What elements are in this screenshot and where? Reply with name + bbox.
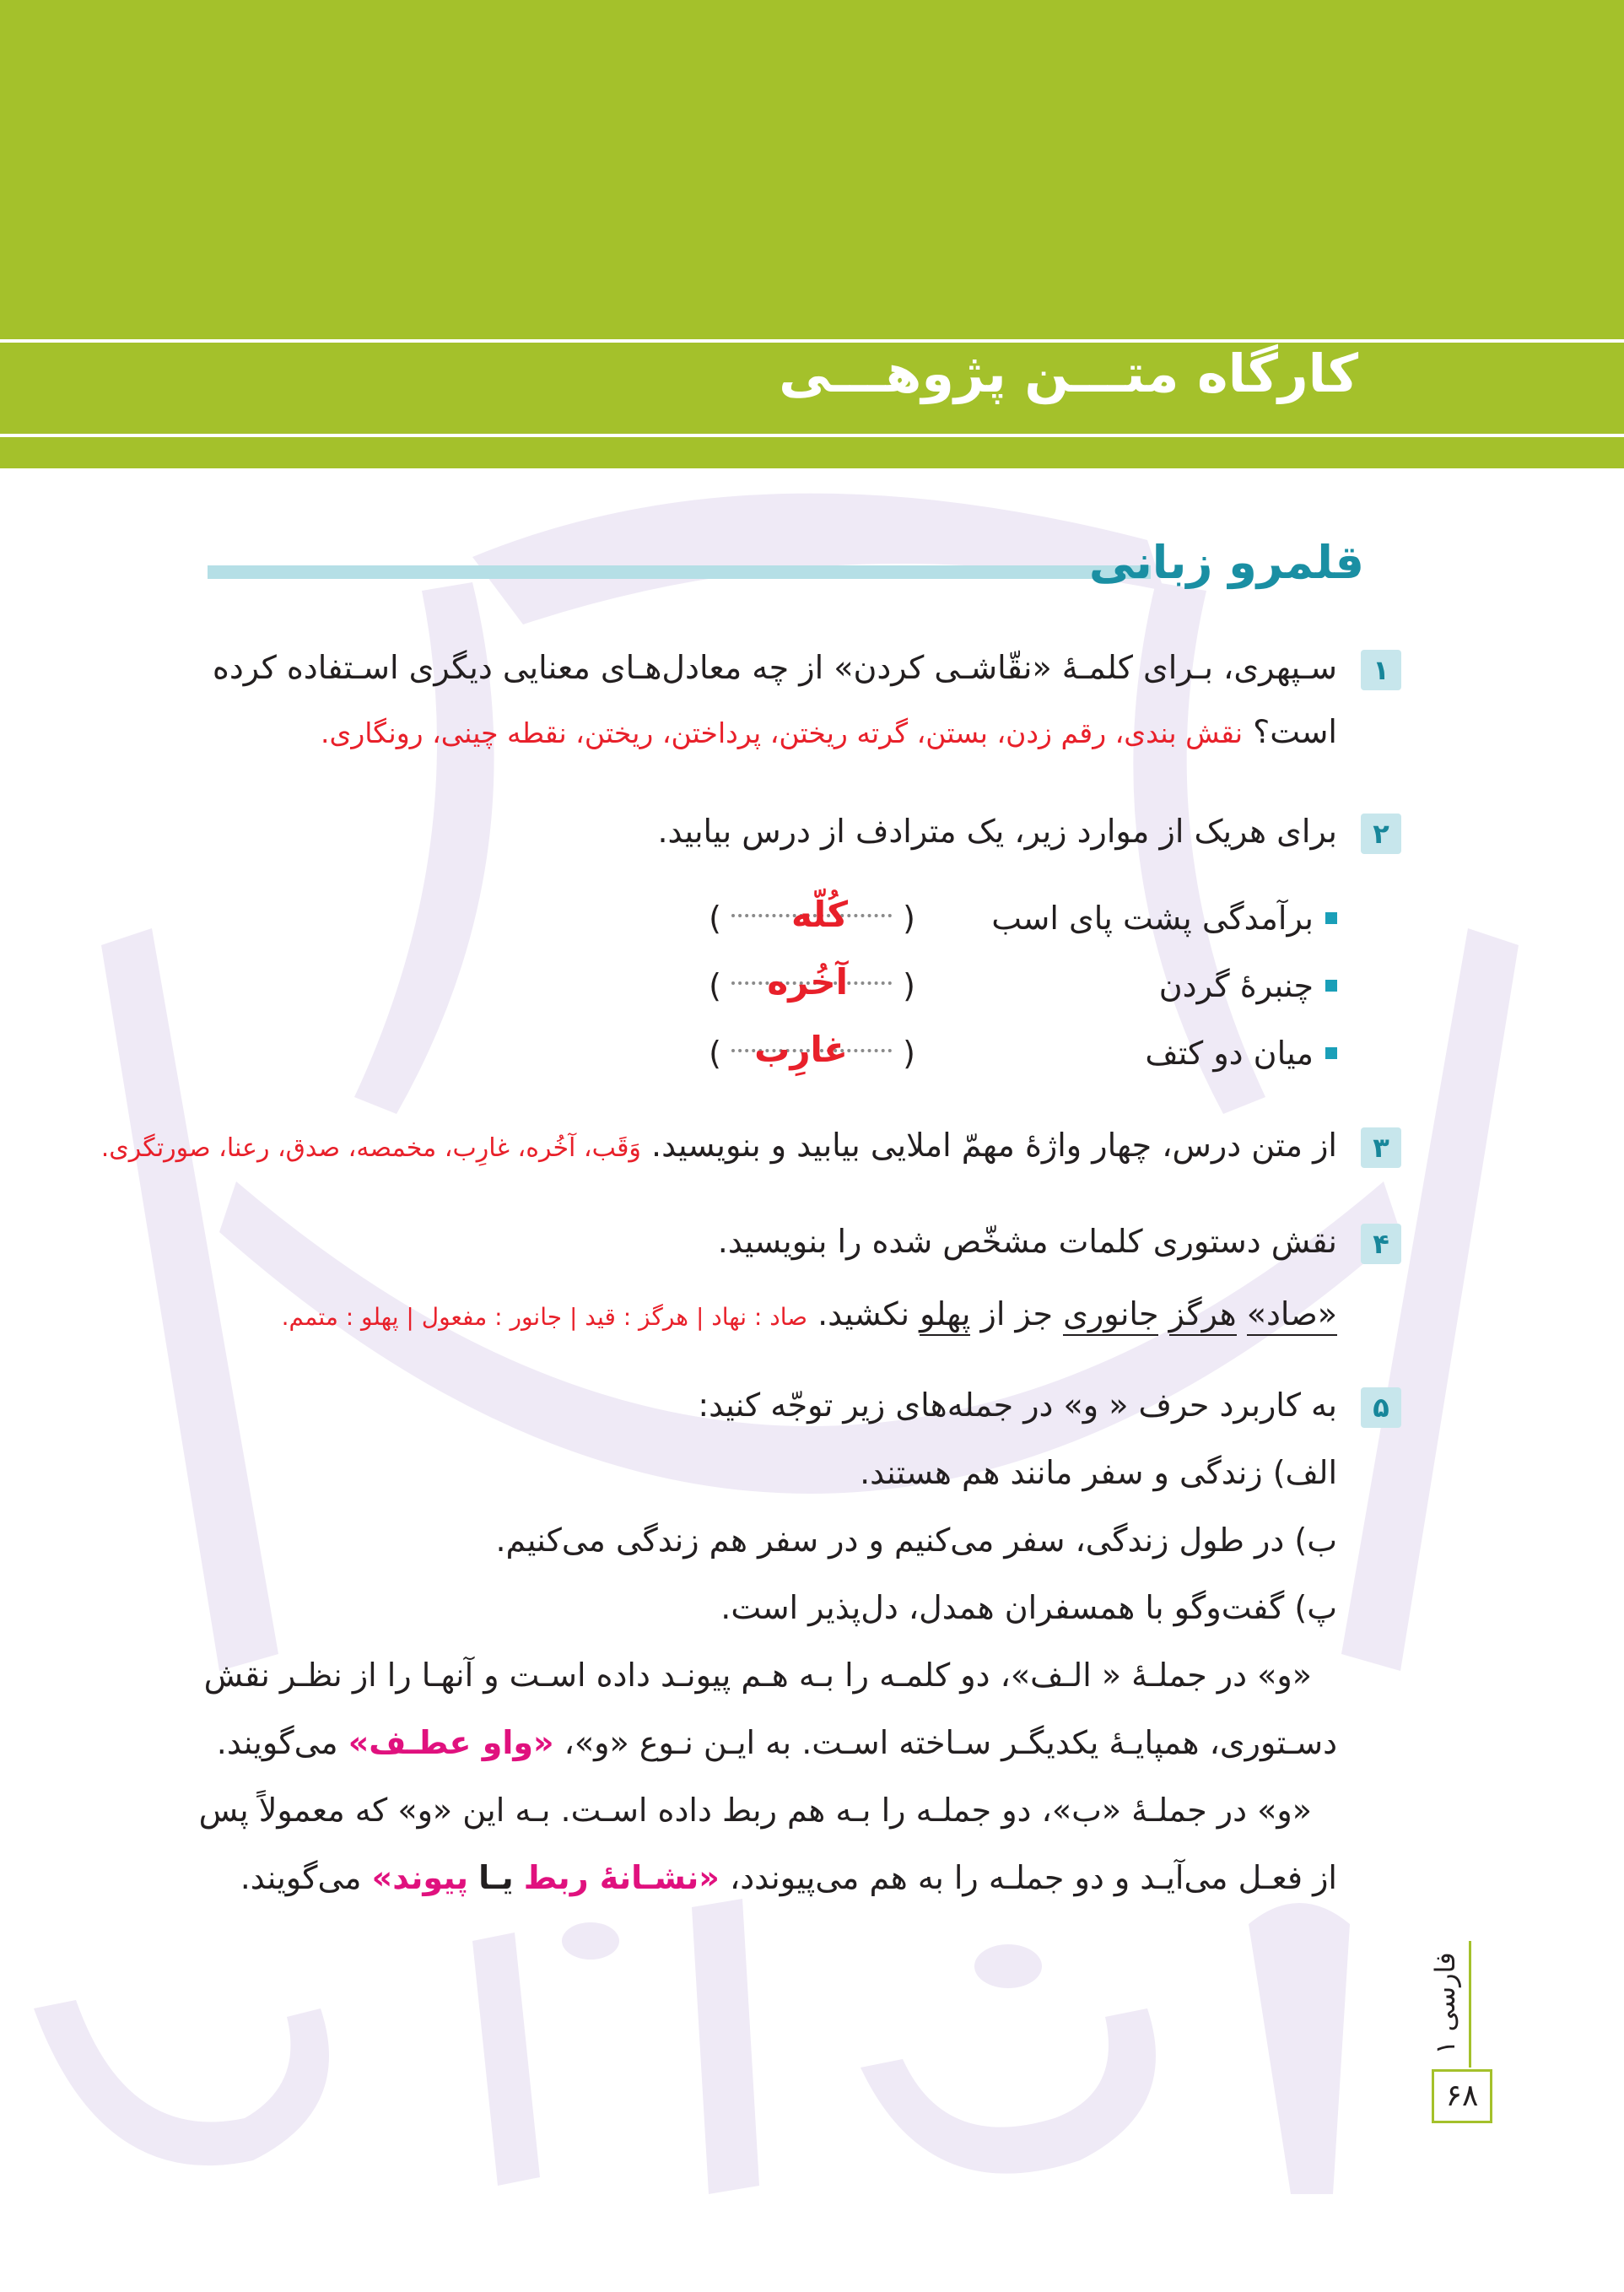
page-number: ۶۸ [1432,2069,1492,2123]
section-heading [0,0,1624,675]
emphasis-term: «نشـانۀ ربط [523,1859,720,1896]
explanation-line [240,1859,1337,1896]
paren-close: ) [709,967,721,1004]
section-divider-bar [208,565,1151,579]
question-4-sentence [281,1295,1337,1332]
example-sentence: الف) زندگی و سفر مانند هم هستند. [860,1454,1337,1491]
list-item [409,1029,1337,1088]
explanation-line: «و» در جملـۀ «ب»، دو جملـه را بـه هم ربط داده اسـت. بـه این «و» که معمولاً پس [198,1792,1312,1829]
underlined-word: «صاد» [1247,1295,1337,1336]
paren-open: ( [903,967,915,1004]
question-number: ۳ [1361,1127,1401,1168]
bullet-square [1325,1047,1337,1059]
question-1-text: سـپهری، بـرای کلمـۀ «نقّاشـی کردن» از چه معادل‌هـای معنایی دیگری اسـتفاده کرده [212,649,1337,686]
answer-text: صاد : نهاد | هرگز : قید | جانور : مفعول | پهلو : متمم. [281,1303,807,1331]
bullet-square [1325,912,1337,924]
paren-open: ( [903,900,915,937]
emphasis-term: «واو عطـف» [348,1724,554,1761]
item-label: میان دو کتف [1145,1035,1314,1072]
emphasis-term: پیوند» [371,1859,469,1896]
question-3-text: از متن درس، چهار واژۀ مهمّ املایی بیابید و بنویسید. [651,1127,1337,1164]
answer-text: غارِب [754,1029,848,1070]
explanation-text: می‌گویند. [216,1724,338,1761]
bullet-square [1325,980,1337,992]
explanation-text: یـا [478,1859,514,1896]
question-5-text: به کاربرد حرف « و» در جمله‌های زیر توجّه کنید: [698,1387,1337,1424]
underlined-word: جانوری [1063,1295,1158,1336]
question-number: ۵ [1361,1387,1401,1428]
underlined-word: پهلو [920,1295,970,1336]
answer-text: نقش بندی، رقم زدن، بستن، گرته ریختن، پرداختن، ریختن، نقطه چینی، رونگاری. [321,716,1244,749]
explanation-text: می‌گویند. [240,1859,362,1896]
question-4-text: نقش دستوری کلمات مشخّص شده را بنویسید. [717,1223,1337,1260]
item-label: برآمدگی پشت پای اسب [991,900,1314,937]
item-label: چنبرۀ گردن [1158,967,1314,1004]
answer-text: وَقَب، آخُره، غارِب، مخمصه، صدق، رعنا، صورتگری. [100,1133,641,1163]
sentence-word: نکشید. [817,1295,910,1332]
explanation-text: از فعـل می‌آیـد و دو جملـه را به هم می‌پیوندد، [729,1859,1337,1896]
explanation-line: «و» در جملـۀ « الـف»، دو کلمـه را بـه هـم پیونـد داده اسـت و آنهـا را از نظـر نقش [203,1657,1312,1694]
question-3 [25,1127,1389,1180]
question-2-text: برای هریک از موارد زیر، یک مترادف از درس بیابید. [657,813,1337,850]
question-number: ۱ [1361,650,1401,690]
question-number: ۲ [1361,814,1401,854]
section-title: قلمرو زبانی [1088,536,1364,589]
question-3-line [100,1127,1337,1164]
paren-close: ) [709,1035,721,1072]
underlined-word: هرگز [1169,1295,1237,1336]
paren-open: ( [903,1035,915,1072]
answer-text: آخُره [767,961,848,1003]
list-item [409,894,1337,953]
answer-text: کُلّه [790,894,848,935]
question-1 [186,649,1389,770]
explanation-text: دسـتوری، همپایـۀ یکدیگـر سـاخته اسـت. به ایـن نـوع «و»، [564,1724,1337,1761]
question-1-line2 [321,713,1337,750]
page-title: کارگاه متـــن پژوهـــی [779,343,1358,404]
subject-text: فارسی ۱ [1429,1952,1461,2055]
question-5 [186,1387,1389,1912]
question-4 [127,1223,1389,1343]
subject-label [1426,1941,1459,2068]
question-2 [186,813,1389,1102]
sentence-word: جز از [980,1295,1053,1332]
question-number: ۴ [1361,1224,1401,1264]
example-sentence: پ) گفت‌وگو با همسفران همدل، دل‌پذیر است. [720,1589,1337,1626]
list-item [409,961,1337,1020]
example-sentence: ب) در طول زندگی، سفر می‌کنیم و در سفر هم زندگی می‌کنیم. [495,1522,1337,1559]
paren-close: ) [709,900,721,937]
question-1-line2-prefix: است؟ [1253,713,1337,750]
explanation-line [216,1724,1337,1761]
subject-divider [1469,1941,1471,2068]
